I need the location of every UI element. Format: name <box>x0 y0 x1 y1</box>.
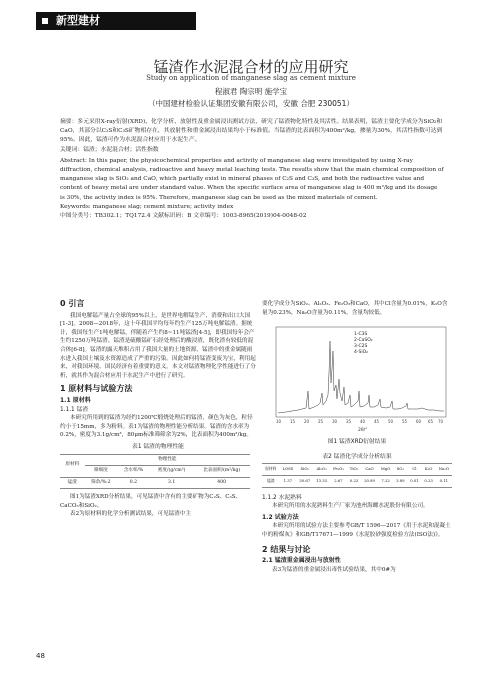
t2-cell: 7.22 <box>378 475 393 487</box>
t1-head-fineness: 筛细度 <box>85 466 118 478</box>
section-1-2-heading: 1.2 试验方法 <box>262 513 299 521</box>
x-axis-label: 2θ/° <box>358 428 368 434</box>
t2-cell: 30.67 <box>296 475 313 487</box>
x-tick: 55 <box>402 419 408 425</box>
t2-head: SO₃ <box>393 464 407 476</box>
table-2-title: 表2 锰渣化学成分分析结果 <box>322 453 392 460</box>
t1-head-physical: 物理性能 <box>85 454 250 466</box>
xrd-x-ticks <box>276 419 444 424</box>
t1-cell: 3.1 <box>150 477 194 489</box>
abstract-block <box>60 118 444 221</box>
x-tick: 35 <box>346 419 352 425</box>
x-tick: 30 <box>332 419 338 425</box>
paper-title-en: Study on application of manganese slag as cement mixture <box>146 74 356 82</box>
section-1-heading: 1 原材料与试验方法 <box>60 384 133 394</box>
table-row <box>262 475 452 487</box>
section-2-1-heading: 2.1 锰渣重金属浸出与放射性 <box>262 557 341 565</box>
t2-head: 原材料 <box>262 464 279 476</box>
t2-cell: 13.33 <box>313 475 330 487</box>
t2-head: CaO <box>361 464 378 476</box>
t2-cell: 锰渣 <box>262 475 279 487</box>
materials-paragraph: 本研究所用到的锰渣为经约1200℃煅烧处理后的锰渣，颜色为灰色，粒径约小于15mm，多为粉料。表1为锰渣的物理性能分析结果。锰渣的含水率为0.2%，密度为3.1g/cm³，80μm标准筛筛余为2%，比表面积为400m²/kg。 <box>60 415 253 439</box>
table-row <box>60 477 250 489</box>
right-column <box>262 300 452 574</box>
t2-head: SiO₂ <box>296 464 313 476</box>
chem-paragraph: 表2为原材料的化学分析测试结果，可见锰渣中主 <box>70 511 192 518</box>
section-1-1-heading: 1.1 原材料 <box>60 396 91 404</box>
xrd-paragraph: 图1为锰渣XRD分析结果，可见锰渣中含有的主要矿物为C₂S、C₃S、CaCO₃和SiO₂。 <box>60 494 242 509</box>
table-1 <box>60 454 250 490</box>
t1-cell: 锰渣 <box>60 477 85 489</box>
t2-cell: 2.67 <box>330 475 347 487</box>
left-column <box>60 300 256 519</box>
affiliation: （中国建材检验认证集团安徽有限公司，安徽 合肥 230051） <box>148 99 354 108</box>
t1-cell: 0.2 <box>117 477 150 489</box>
keywords-cn: 关键词：锰渣；水泥混合材；活性指数 <box>60 146 159 153</box>
t2-cell: 1.37 <box>279 475 296 487</box>
page-number: 48 <box>36 652 45 660</box>
t2-head: MgO <box>378 464 393 476</box>
t1-head-density: 密度/(g/cm³) <box>150 466 194 478</box>
t2-head: Na₂O <box>436 464 452 476</box>
t2-cell: 20.89 <box>361 475 378 487</box>
chem-continued: 要化学成分为SiO₂、Al₂O₃、Fe₂O₃和CaO，其中Cl含量为0.01%，K₂O含量为0.23%，Na₂O含量为0.11%，含量均较低。 <box>262 301 448 316</box>
section-2-heading: 2 结果与讨论 <box>262 544 311 554</box>
xrd-legend <box>354 331 373 355</box>
t2-cell: 0.23 <box>347 475 361 487</box>
figure-1-caption: 图1 锰渣XRD衍射结果 <box>327 439 387 446</box>
authors: 程淑君 陶宗明 施学宝 <box>214 87 288 96</box>
x-tick: 60 <box>416 419 422 425</box>
clinker-paragraph: 本研究所用的水泥熟料生产厂家为池州海螺水泥股份有限公司。 <box>272 503 429 510</box>
xrd-figure <box>262 321 452 436</box>
section-1-1-2-heading: 1.1.2 水泥熟料 <box>262 494 302 501</box>
x-tick: 10 <box>276 419 282 425</box>
abstract-en: Abstract: In this paper, the physicochemical properties and activity of manganese slag were investigated by using X-ray diffraction, chemical analysis, radioactive and heavy metal leaching tests. The results show that the main chemical composition of manganese slag is SiO₂ and CaO, which partially exist in mineral phases of C₂S and C₃S, and both the radioactive value and content of heavy metal are under standard value. When the specific surface area of manganese slag is 400 m²/kg and its dosage is 30%, the activity index is 95%. Therefore, manganese slag can be used as the mixed materials of cement. <box>60 157 444 201</box>
section-1-1-1-heading: 1.1.1 锰渣 <box>60 406 89 413</box>
legend-item: 2-CaSO₄ <box>354 338 373 344</box>
t2-head: Cl <box>407 464 421 476</box>
x-tick: 40 <box>360 419 366 425</box>
t1-cell: 筛余/%:2 <box>85 477 118 489</box>
x-tick: 25 <box>318 419 324 425</box>
legend-item: 3-C2S <box>354 344 368 350</box>
t2-head: TiO₂ <box>347 464 361 476</box>
t2-head: K₂O <box>422 464 436 476</box>
t2-cell: 3.89 <box>393 475 407 487</box>
t2-cell: 0.23 <box>422 475 436 487</box>
abstract-cn: 摘要：多元采用X-ray衍射(XRD)、化学分析、放射性及重金属浸出测试方法，研究了锰渣物化特性及其活性。结果表明，锰渣主要化学成分为SiO₂和CaO，其部分以C₂S和C₃S矿物相存在，其放射性和重金属浸出结果均小于标准值。当锰渣的比表面积为400m²/kg，掺量为30%，其活性指数可达到95%。因此，锰渣可作为水泥混合材应用于水泥生产。 <box>60 119 443 144</box>
table-1-title: 表1 锰渣的物理性能 <box>132 443 184 450</box>
t2-cell: 0.01 <box>407 475 421 487</box>
x-tick: 15 <box>290 419 296 425</box>
t2-head: Fe₂O₃ <box>330 464 347 476</box>
table-2 <box>262 463 452 487</box>
t2-head: Al₂O₃ <box>313 464 330 476</box>
intro-paragraph: 我国电解锰产量占全球的95%以上，是世界电解锰生产、消费和出口大国[1-3]。2008—2018年，这十年我国平均每年约生产125万吨电解锰渣。据统计，我国每生产1吨电解锰，伴随着产生约8~11吨锰渣[4-5]，即我国每年会产生约1250万吨锰渣。锰渣是硫酸锰矿石经处理后的酸浸渣，既化渣有较低的混合体[6-8]。锰渣的露天堆积占用了我国大量的土地资源，锰渣中的重金属随雨水进入我国土壤及水资源造成了严重的污染。因此如何将锰渣变废为宝，利用起来，对我国环境、国民经济有着重要的意义。本文对锰渣物理化学性能进行了分析，就其作为混合材应用于水泥生产中进行了研究。 <box>60 312 256 379</box>
t2-cell: 0.11 <box>436 475 452 487</box>
legend-item: 1-C3S <box>354 332 368 338</box>
t2-head: LOSS <box>279 464 296 476</box>
keywords-en: Keywords: manganese slag; cement mixture; activity index <box>60 203 234 210</box>
t1-head-moisture: 含水率/% <box>117 466 150 478</box>
paper-title: 锰渣作水泥混合材的应用研究 <box>153 58 349 76</box>
x-tick: 65 <box>428 419 434 425</box>
legend-item: 4-SiO₂ <box>354 350 368 356</box>
method-paragraph: 本研究所用的试验方法主要参考GB/T 1596—2017《用于水泥和混凝土中的粉煤灰》和GB/T17671—1999《水泥胶砂强度检验方法(ISO法)》。 <box>262 523 451 538</box>
t1-head-material: 原材料 <box>60 454 85 477</box>
t1-head-surface: 比表面积/(m²/kg) <box>193 466 250 478</box>
x-tick: 20 <box>304 419 310 425</box>
leaching-paragraph: 表3为锰渣的重金属浸出毒性试验结果，其中0#为 <box>272 566 396 573</box>
x-tick: 50 <box>388 419 394 425</box>
section-0-heading: 0 引言 <box>60 299 85 308</box>
t1-cell: 400 <box>193 477 250 489</box>
x-tick: 45 <box>374 419 380 425</box>
x-tick: 70 <box>438 419 444 425</box>
journal-tag: 新型建材 <box>36 12 196 30</box>
classification: 中图分类号：TB302.1；TQ172.4 文献标识码：B 文章编号：1003-8965(2019)04-0048-02 <box>60 213 307 220</box>
